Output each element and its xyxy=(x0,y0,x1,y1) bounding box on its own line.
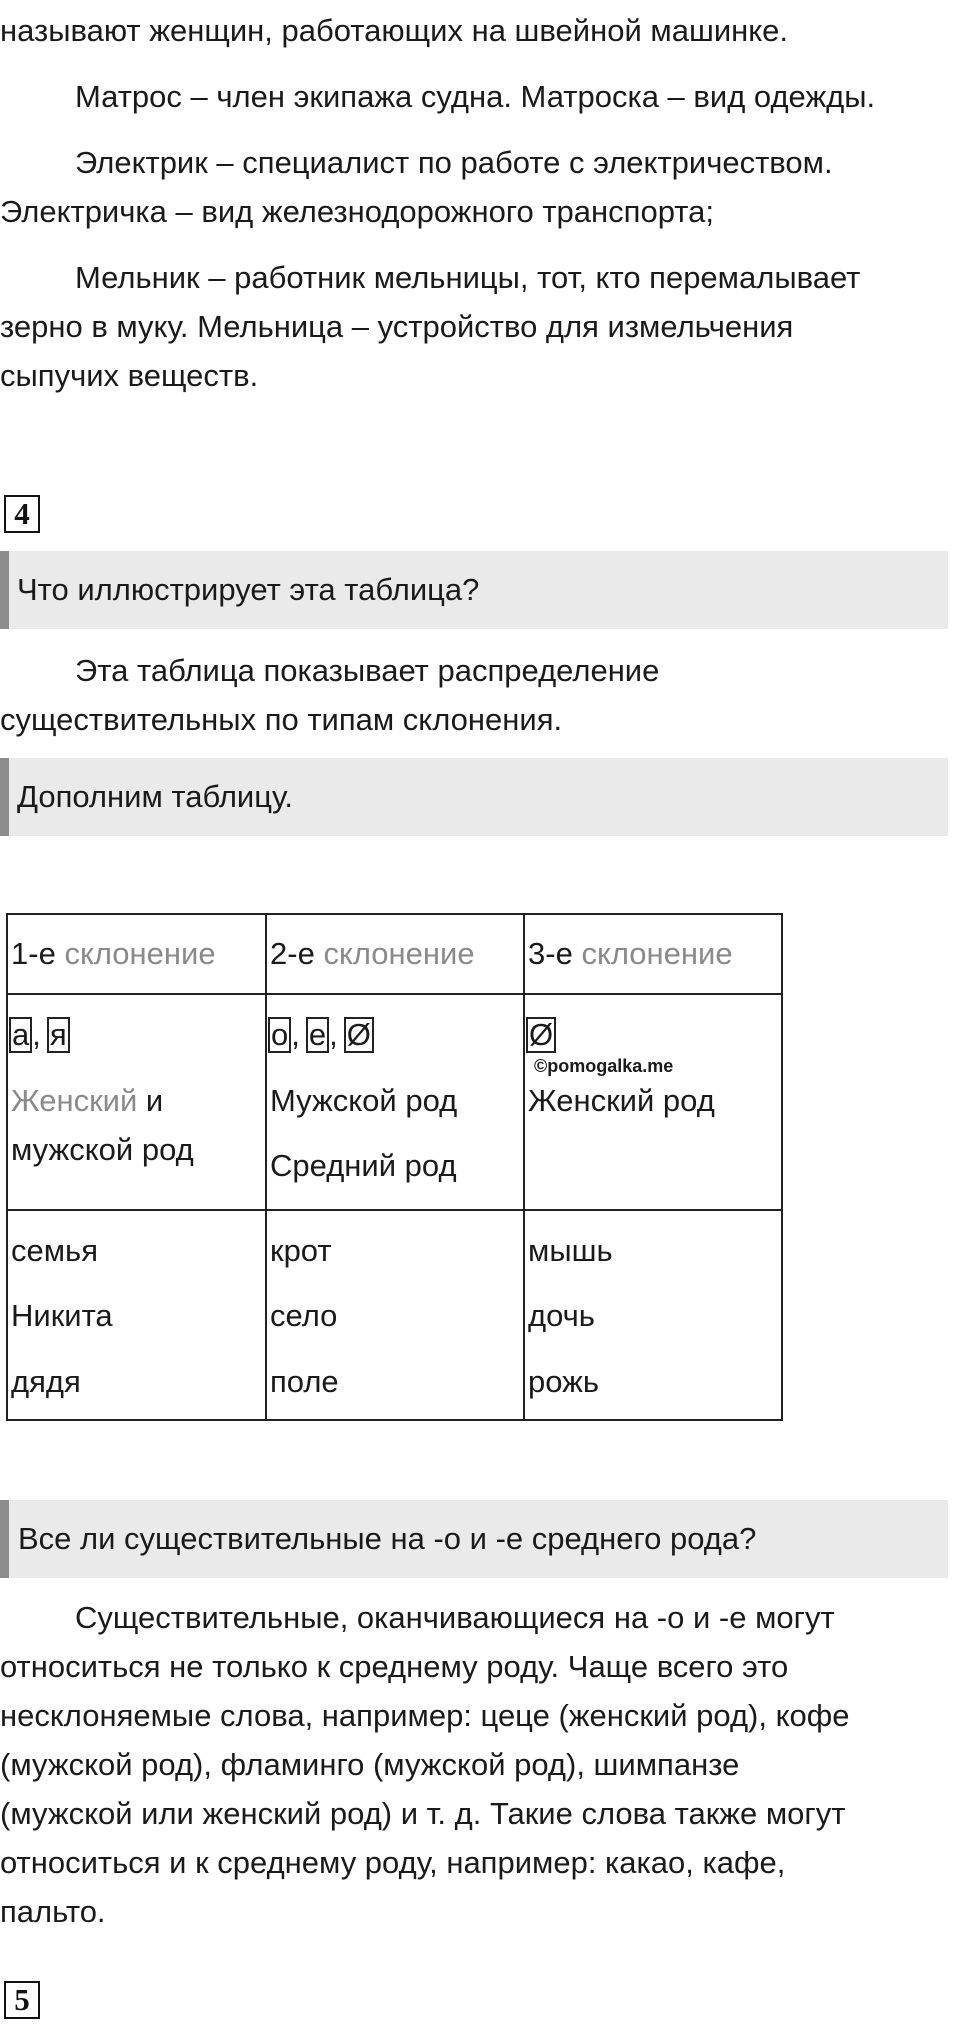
table-border xyxy=(6,913,8,1421)
table-border xyxy=(265,913,267,1421)
example-word: Никита xyxy=(11,1298,113,1333)
example-word: дядя xyxy=(11,1364,81,1399)
question-text: Что иллюстрирует эта таблица? xyxy=(17,572,480,607)
table-border xyxy=(6,993,783,995)
table-border xyxy=(6,913,783,915)
declension-table xyxy=(6,913,783,1421)
ending-box: а xyxy=(9,1017,32,1053)
answer-line: пальто. xyxy=(0,1894,106,1929)
intro-line: Электричка – вид железнодорожного транспорта; xyxy=(0,194,714,229)
intro-line: называют женщин, работающих на швейной машинке. xyxy=(0,13,789,48)
intro-line: Мельник – работник мельницы, тот, кто перемалывает xyxy=(75,260,861,295)
answer-line: (мужской род), фламинго (мужской род), шимпанзе xyxy=(0,1747,740,1782)
endings-2nd: о, е, Ø xyxy=(268,1015,374,1055)
answer-line: относиться и к среднему роду, например: какао, кафе, xyxy=(0,1845,786,1880)
example-word: семья xyxy=(11,1233,98,1268)
example-word: поле xyxy=(270,1364,339,1399)
example-word: мышь xyxy=(528,1233,613,1268)
table-border xyxy=(523,913,525,1421)
endings-3rd xyxy=(526,1015,556,1055)
example-word: село xyxy=(270,1298,338,1333)
example-word: рожь xyxy=(528,1364,600,1399)
intro-line: Матрос – член экипажа судна. Матроска – вид одежды. xyxy=(75,79,876,114)
header-1st-declension: 1-е склонение xyxy=(11,936,216,971)
header-2nd-declension: 2-е склонение xyxy=(270,936,475,971)
example-word: дочь xyxy=(528,1298,595,1333)
answer-line: (мужской или женский род) и т. д. Такие слова также могут xyxy=(0,1796,846,1831)
task-number-5: 5 xyxy=(4,1981,40,2019)
question-text: Дополним таблицу. xyxy=(17,779,294,814)
intro-line: сыпучих веществ. xyxy=(0,358,259,393)
table-border xyxy=(781,913,783,1421)
gender-1st-line2: мужской род xyxy=(11,1132,194,1167)
question-text: Все ли существительные на -о и -е среднего рода? xyxy=(18,1521,757,1556)
question-block xyxy=(0,551,948,629)
question-block xyxy=(0,1500,948,1578)
answer-line: существительных по типам склонения. xyxy=(0,702,563,737)
gender-2nd: Мужской род xyxy=(270,1083,458,1118)
gender-1st: Женский и xyxy=(11,1083,164,1118)
answer-line: относиться не только к среднему роду. Чаще всего это xyxy=(0,1649,789,1684)
watermark: ©pomogalka.me xyxy=(534,1056,674,1076)
answer-line: Эта таблица показывает распределение xyxy=(75,653,660,688)
intro-line: зерно в муку. Мельница – устройство для измельчения xyxy=(0,309,794,344)
gender-3rd: Женский род xyxy=(528,1083,715,1118)
ending-box: Ø xyxy=(344,1017,374,1053)
answer-line: Существительные, оканчивающиеся на -о и -е могут xyxy=(75,1600,835,1635)
intro-line: Электрик – специалист по работе с электричеством. xyxy=(75,145,833,180)
gender-2nd-line2: Средний род xyxy=(270,1148,457,1183)
header-3rd-declension: 3-е склонение xyxy=(528,936,733,971)
table-border xyxy=(6,1209,783,1211)
ending-box: я xyxy=(47,1017,70,1053)
task-number-4: 4 xyxy=(4,495,40,533)
example-word: крот xyxy=(270,1233,332,1268)
table-border xyxy=(6,1419,783,1421)
answer-line: несклоняемые слова, например: цеце (женский род), кофе xyxy=(0,1698,850,1733)
ending-box: е xyxy=(306,1017,329,1053)
ending-box: о xyxy=(268,1017,291,1053)
ending-box: Ø xyxy=(526,1017,556,1053)
question-block xyxy=(0,758,948,836)
endings-1st: а, я xyxy=(9,1015,70,1055)
